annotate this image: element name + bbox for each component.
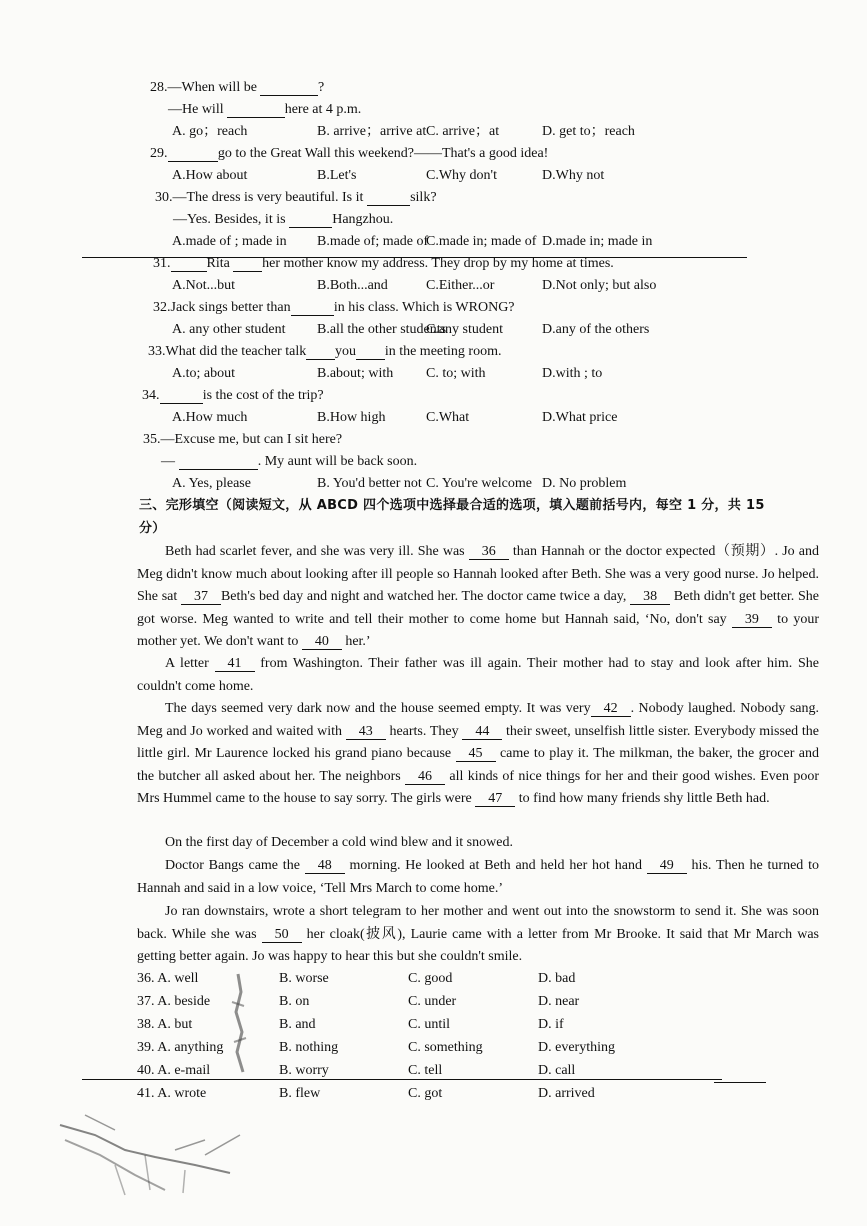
question-text: —Excuse me, but can I sit here? [160,432,343,447]
passage-text: than Hannah or the doctor expected（预期）. Jo and Meg didn't know much about looking after ill people so Hannah looked after Beth. She was a very good nurse. Jo helped. She sat [137,544,819,605]
scan-corner-smudge [55,1095,255,1205]
question-text: go to the Great Wall this weekend?——That's a good idea! [217,146,549,161]
cloze-blank-45[interactable]: 45 [456,746,496,762]
option-b[interactable]: B. You'd better not [317,476,422,491]
passage-paragraph [137,698,819,811]
question-text: in the meeting room. [384,344,502,359]
cloze-blank-36[interactable]: 36 [469,544,509,560]
option-c[interactable]: C. good [408,971,453,986]
option-a[interactable]: A.How much [172,410,248,425]
option-d[interactable]: D. get to；reach [542,124,635,139]
passage-text: to find how many friends shy little Beth had. [515,791,770,807]
question-text: —He will [168,102,228,117]
question-stem [142,387,324,405]
cloze-blank-37[interactable]: 37 [181,589,221,605]
cloze-blank-39[interactable]: 39 [732,612,772,628]
option-a[interactable]: 38. A. but [137,1017,193,1032]
option-b[interactable]: B.about; with [317,366,394,381]
passage-paragraph [137,901,819,969]
answer-blank[interactable] [306,344,335,360]
answer-blank[interactable] [289,212,332,228]
option-d[interactable]: D.any of the others [542,322,650,337]
option-b[interactable]: B.made of; made of [317,234,429,249]
option-a[interactable]: A. Yes, please [172,476,251,491]
question-text: —Yes. Besides, it is [173,212,290,227]
option-a[interactable]: 39. A. anything [137,1040,224,1055]
answer-blank[interactable] [233,256,262,272]
question-text: Rita [206,256,234,271]
cloze-blank-44[interactable]: 44 [462,724,502,740]
question-stem [150,79,324,97]
option-b[interactable]: B. worry [279,1063,329,1078]
question-number: 34. [142,388,160,403]
passage-text: came to play it. The milkman, the baker, the grocer and the butcher all asked about her. The neighbors [137,746,819,784]
answer-blank[interactable] [227,102,285,118]
cloze-blank-38[interactable]: 38 [630,589,670,605]
option-d[interactable]: D.What price [542,410,618,425]
option-d[interactable]: D. near [538,994,580,1009]
question-text: What did the teacher talk [165,344,307,359]
cloze-blank-47[interactable]: 47 [475,791,515,807]
answer-blank[interactable] [356,344,385,360]
question-stem [153,299,515,317]
cloze-blank-46[interactable]: 46 [405,769,445,785]
passage-text: her cloak(披风), Laurie came with a letter from Mr Brooke. It said that Mr March was getting better again. Jo was happy to hear this but she couldn't smile. [137,926,819,965]
passage-text: Beth's bed day and night and watched her. The doctor came twice a day, [220,589,631,605]
passage-text: Jo ran downstairs, wrote a short telegram to her mother and went out into the snowstorm to send it. She was soon back. While she was [137,904,819,942]
question-number: 28. [150,80,168,95]
option-d[interactable]: D. if [538,1017,564,1032]
cloze-blank-48[interactable]: 48 [305,858,345,874]
option-c[interactable]: C. arrive；at [426,124,500,139]
option-b[interactable]: B. nothing [279,1040,339,1055]
passage-text: A letter [165,656,215,671]
page-fold-line-right [714,1082,766,1083]
option-c[interactable]: C. something [408,1040,483,1055]
question-number: 32. [153,300,171,315]
question-number: 35. [143,432,161,447]
option-c[interactable]: C. You're welcome [426,476,532,491]
section-heading-cont: 分） [139,521,166,536]
passage-text: Beth had scarlet fever, and she was very ill. She was [165,544,469,559]
answer-blank[interactable] [260,80,318,96]
option-c[interactable]: C. tell [408,1063,443,1078]
passage-text: On the first day of December a cold wind blew and it snowed. [165,835,513,850]
option-c[interactable]: C. until [408,1017,451,1032]
passage-text: Doctor Bangs came the [165,858,305,873]
question-text: here at 4 p.m. [284,102,362,117]
page-fold-line [82,257,747,258]
option-a[interactable]: A.to; about [172,366,235,381]
option-a[interactable]: 40. A. e-mail [137,1063,211,1078]
passage-paragraph [137,832,819,855]
option-d[interactable]: D.Why not [542,168,605,183]
cloze-blank-50[interactable]: 50 [262,927,302,943]
option-c[interactable]: C.What [426,410,470,425]
option-d[interactable]: D. arrived [538,1086,595,1101]
option-a[interactable]: A.How about [172,168,248,183]
question-number: 31. [153,256,171,271]
answer-blank[interactable] [160,388,203,404]
option-a[interactable]: A. any other student [172,322,286,337]
option-d[interactable]: D. bad [538,971,576,986]
cloze-blank-43[interactable]: 43 [346,724,386,740]
option-c[interactable]: C. got [408,1086,443,1101]
option-d[interactable]: D.Not only; but also [542,278,657,293]
section-heading: 三、完形填空（阅读短文，从 ABCD 四个选项中选择最合适的选项，填入题前括号内，每空 1 分，共 15 [139,498,765,513]
option-a[interactable]: 37. A. beside [137,994,211,1009]
option-b[interactable]: B.How high [317,410,386,425]
cloze-blank-49[interactable]: 49 [647,858,687,874]
question-number: 30. [155,190,173,205]
question-text: — [161,454,179,469]
question-text: silk? [410,190,437,205]
option-c[interactable]: C.Either...or [426,278,495,293]
option-d[interactable]: D. No problem [542,476,627,491]
question-stem [148,343,501,361]
question-text: Jack sings better than [170,300,291,315]
question-text: ? [318,80,325,95]
question-number: 33. [148,344,166,359]
question-stem [155,189,437,207]
passage-text: The days seemed very dark now and the house seemed empty. It was very [165,701,591,716]
answer-blank[interactable] [291,300,334,316]
answer-blank[interactable] [168,146,218,162]
passage-text: from Washington. Their father was ill again. Their mother had to stay and look after him. She couldn't come home. [137,656,819,694]
question-text: —The dress is very beautiful. Is it [172,190,367,205]
cloze-blank-42[interactable]: 42 [591,701,631,717]
passage-paragraph [137,541,819,654]
option-a[interactable]: A.Not...but [172,278,235,293]
option-a[interactable]: 41. A. wrote [137,1086,207,1101]
option-a[interactable]: A.made of ; made in [172,234,287,249]
cloze-blank-40[interactable]: 40 [302,634,342,650]
option-b[interactable]: B. on [279,994,310,1009]
option-c[interactable]: C. to; with [426,366,486,381]
question-text: —When will be [167,80,261,95]
passage-text: his. Then he turned to Hannah and said in a low voice, ‘Tell Mrs March to come home.’ [137,858,819,896]
option-a[interactable]: A. go；reach [172,124,248,139]
passage-paragraph [137,653,819,698]
question-number: 29. [150,146,168,161]
option-c[interactable]: C.any student [426,322,503,337]
option-b[interactable]: B. worse [279,971,329,986]
question-text: . My aunt will be back soon. [257,454,418,469]
passage-text: their sweet, unselfish little sister. Everybody missed the little girl. Mr Laurence locked his grand piano because [137,723,819,762]
passage-text: all kinds of nice things for her and their good wishes. Even poor Mrs Hummel came to the house to say sorry. The girls were [137,768,819,807]
scan-smudge-mark [228,972,250,1082]
passage-text: hearts. They [385,723,463,739]
passage-text: . Nobody laughed. Nobody sang. Meg and Jo worked and waited with [137,701,820,739]
option-b[interactable]: B. flew [279,1086,321,1101]
cloze-blank-41[interactable]: 41 [215,656,255,672]
question-stem [143,431,342,449]
question-text: you [335,344,357,359]
question-line [168,101,361,119]
option-b[interactable]: B.Let's [317,168,357,183]
option-b[interactable]: B.Both...and [317,278,388,293]
question-text: is the cost of the trip? [202,388,324,403]
option-a[interactable]: 36. A. well [137,971,199,986]
passage-text: Beth didn't get better. She got worse. Meg wanted to write and tell their mother to come home but Hannah said, ‘No, don't say [137,589,819,627]
passage-text: morning. He looked at Beth and held her hot hand [344,858,647,873]
option-c[interactable]: C. under [408,994,457,1009]
option-d[interactable]: D.made in; made in [542,234,653,249]
option-c[interactable]: C.Why don't [426,168,497,183]
answer-blank[interactable] [171,256,207,272]
question-text: Hangzhou. [332,212,394,227]
option-c[interactable]: C.made in; made of [426,234,537,249]
option-b[interactable]: B.all the other students [317,322,447,337]
page-fold-line-bottom [82,1079,722,1080]
answer-blank[interactable] [367,190,410,206]
option-d[interactable]: D.with ; to [542,366,603,381]
option-b[interactable]: B. arrive；arrive at [317,124,427,139]
question-line [161,453,417,471]
passage-paragraph [137,855,819,900]
option-d[interactable]: D. everything [538,1040,615,1055]
question-line [173,211,393,229]
question-text: her mother know my address. They drop by my home at times. [262,256,614,271]
passage-text: to your mother yet. We don't want to [137,611,819,650]
passage-text: her.’ [341,634,371,650]
question-stem [150,145,548,163]
option-b[interactable]: B. and [279,1017,316,1032]
answer-blank[interactable] [179,454,258,470]
option-d[interactable]: D. call [538,1063,576,1078]
question-text: in his class. Which is WRONG? [333,300,515,315]
